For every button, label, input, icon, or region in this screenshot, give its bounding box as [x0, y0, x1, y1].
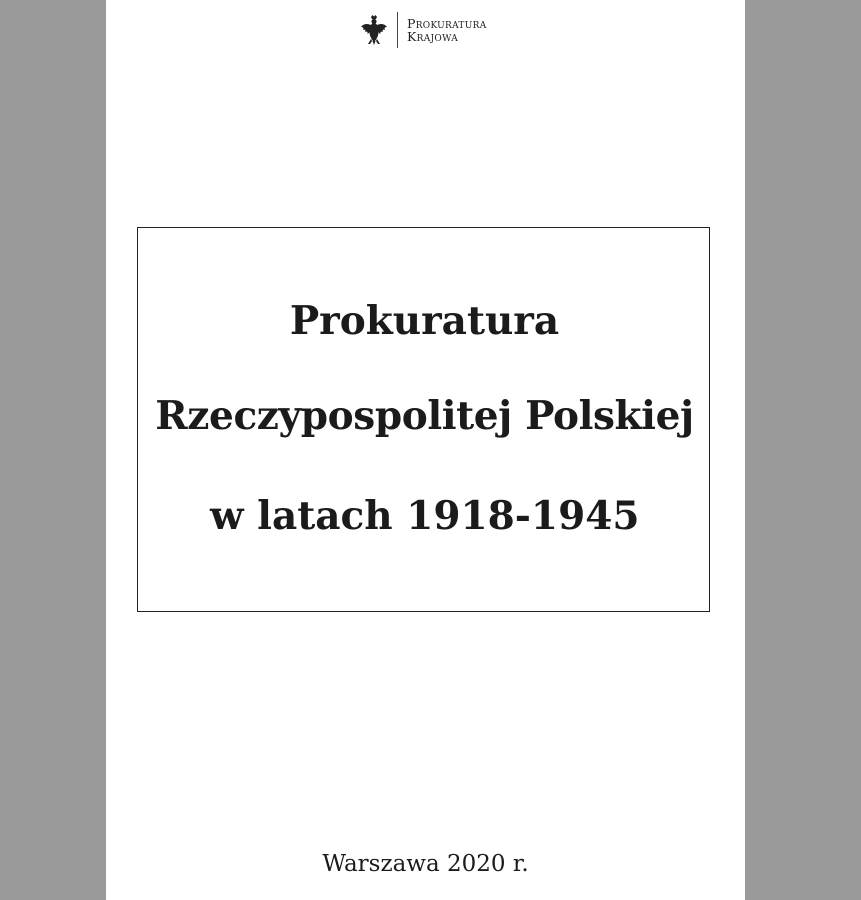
- document-page: [106, 0, 745, 900]
- title-line-3: w latach 1918-1945: [210, 493, 640, 539]
- eagle-emblem-icon: [360, 14, 388, 46]
- title-frame: [137, 227, 710, 612]
- title-line-2: Rzeczypospolitej Polskiej: [155, 393, 694, 439]
- prokuratura-krajowa-logo: [360, 12, 487, 48]
- logo-line-prokuratura: Prokuratura: [407, 16, 487, 31]
- title-line-1: Prokuratura: [289, 298, 560, 344]
- logo-line-krajowa: Krajowa: [407, 29, 459, 44]
- publication-place-date: Warszawa 2020 r.: [322, 851, 529, 877]
- logo-divider: [397, 12, 398, 48]
- logo-text: [407, 17, 487, 43]
